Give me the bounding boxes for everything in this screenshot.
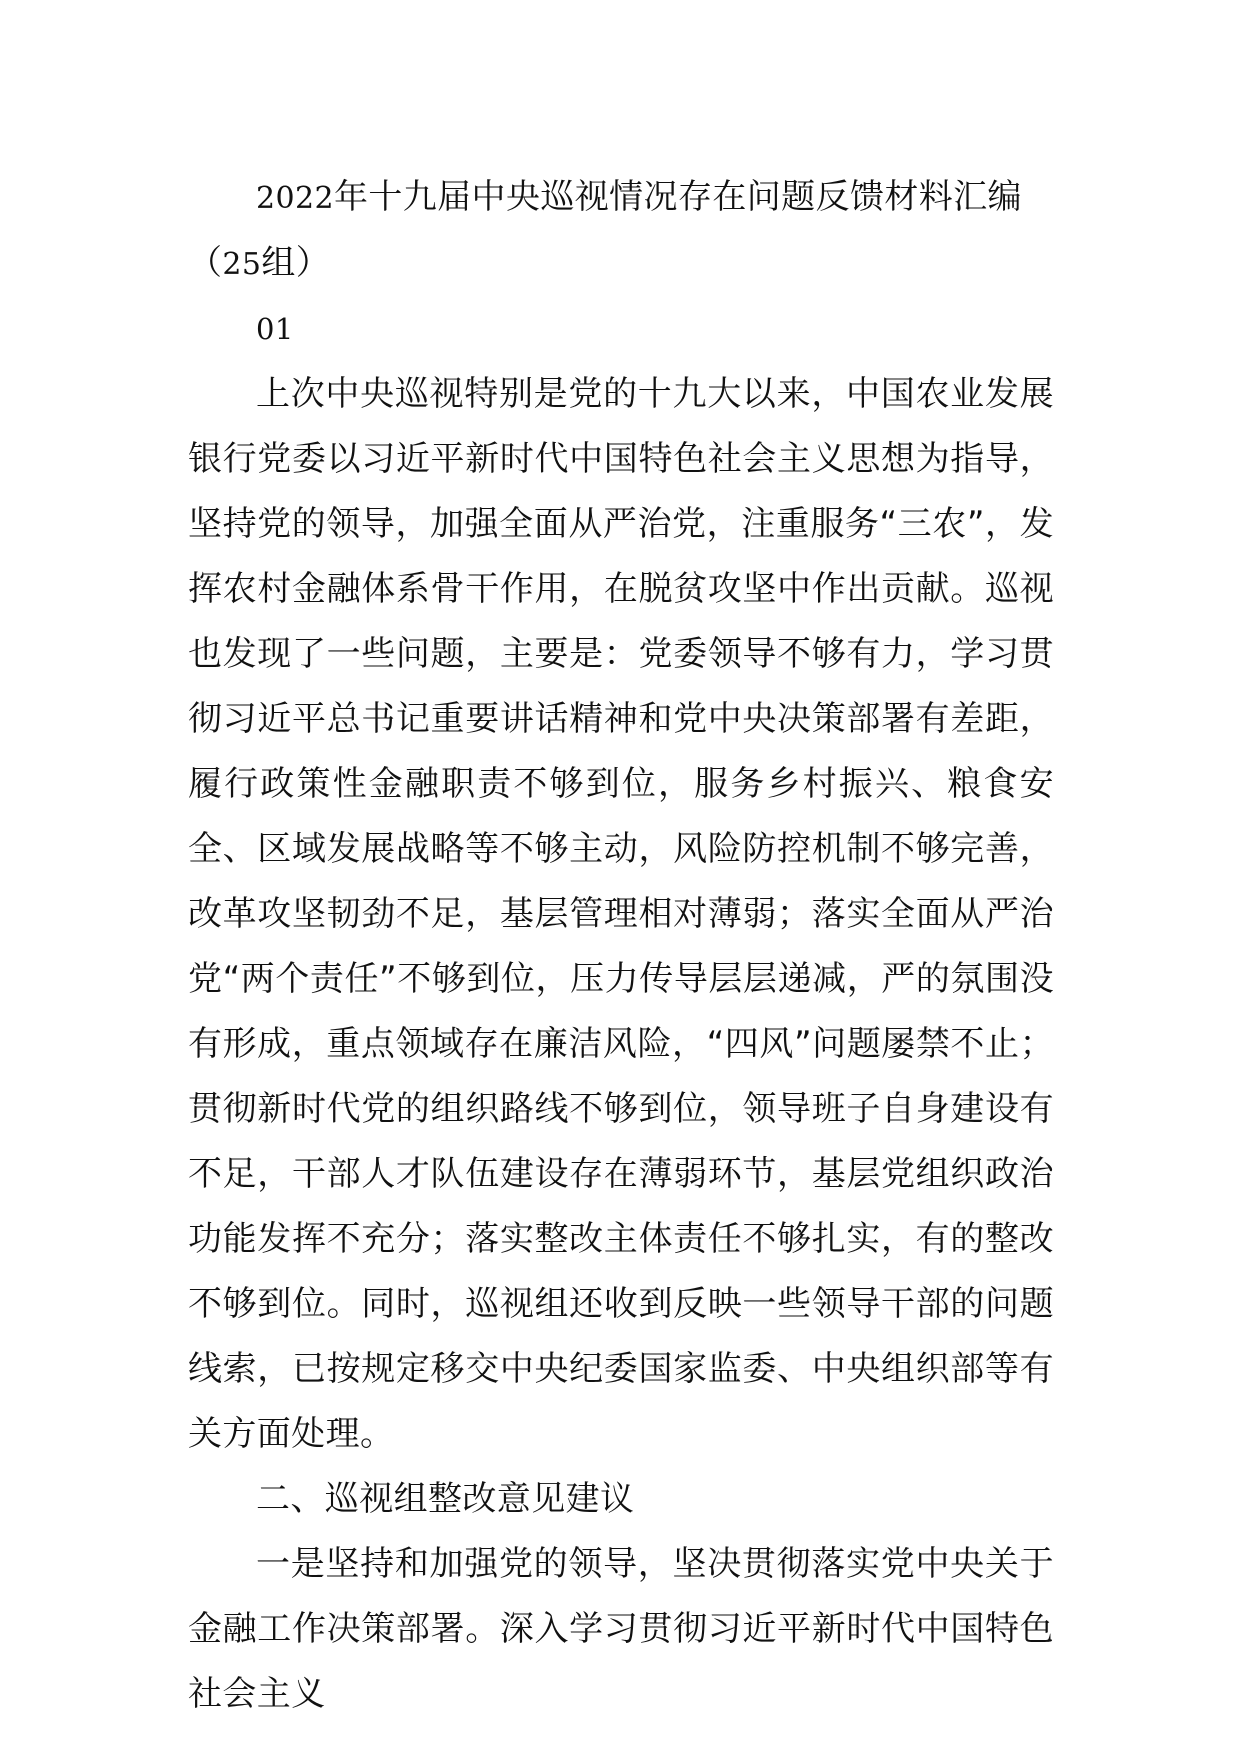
title-end: 组） [261, 243, 331, 283]
document-page [188, 165, 1054, 1727]
title-middle: 年十九届中央巡视情况存在问题反馈材料汇编（ [188, 177, 1022, 283]
section-heading: 二、巡视组整改意见建议 [256, 1479, 635, 1519]
title-year: 2022 [256, 181, 334, 216]
section-number: 01 [256, 312, 294, 346]
suggestion-paragraph: 一是坚持和加强党的领导，坚决贯彻落实党中央关于金融工作决策部署。深入学习贯彻习近平新时代中国特色社会主义 [188, 1544, 1054, 1714]
title-count: 25 [222, 247, 262, 282]
document-title [188, 165, 1054, 297]
summary-paragraph: 上次中央巡视特别是党的十九大以来，中国农业发展银行党委以习近平新时代中国特色社会主义思想为指导，坚持党的领导，加强全面从严治党，注重服务“三农”，发挥农村金融体系骨干作用，在脱贫攻坚中作出贡献。巡视也发现了一些问题，主要是：党委领导不够有力，学习贯彻习近平总书记重要讲话精神和党中央决策部署有差距，履行政策性金融职责不够到位，服务乡村振兴、粮食安全、区域发展战略等不够主动，风险防控机制不够完善，改革攻坚韧劲不足，基层管理相对薄弱；落实全面从严治党“两个责任”不够到位，压力传导层层递减，严的氛围没有形成，重点领域存在廉洁风险，“四风”问题屡禁不止；贯彻新时代党的组织路线不够到位，领导班子自身建设有不足，干部人才队伍建设存在薄弱环节，基层党组织政治功能发挥不充分；落实整改主体责任不够扎实，有的整改不够到位。同时，巡视组还收到反映一些领导干部的问题线索，已按规定移交中央纪委国家监委、中央组织部等有关方面处理。 [188, 374, 1054, 1454]
